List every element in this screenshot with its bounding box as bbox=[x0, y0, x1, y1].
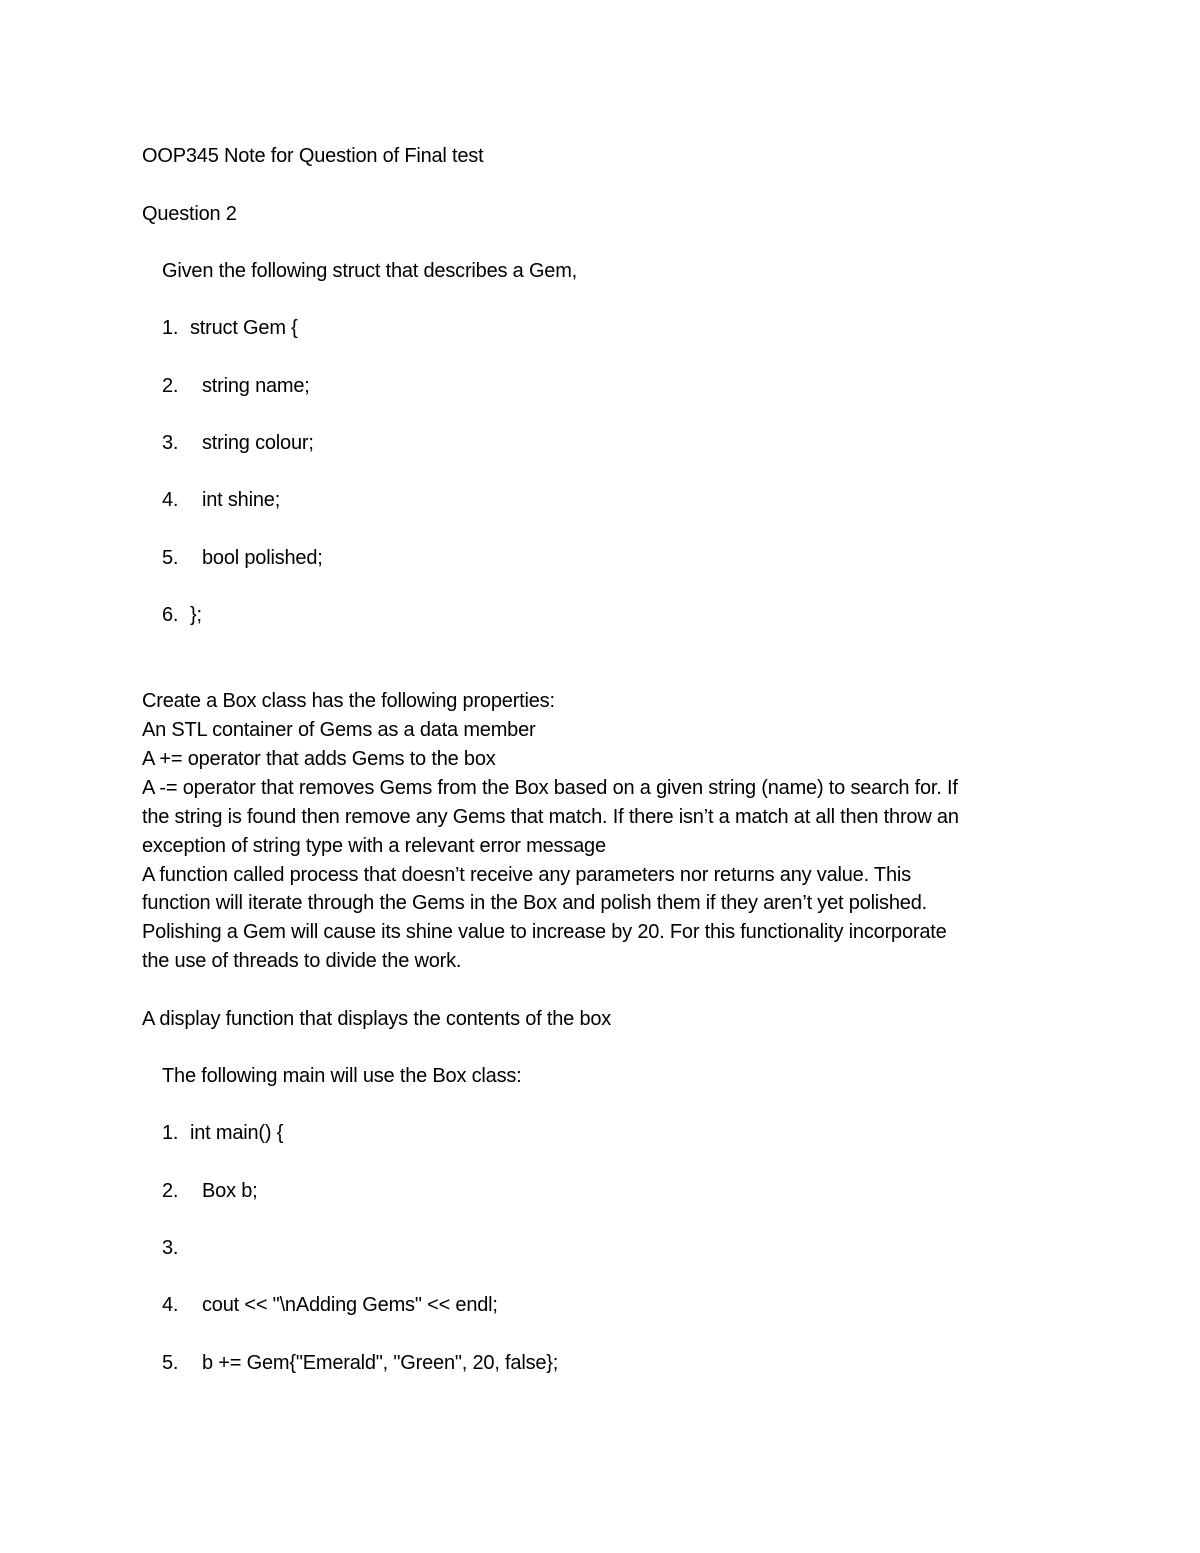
struct-code-line bbox=[162, 429, 314, 458]
main-intro-text: The following main will use the Box class: bbox=[162, 1065, 522, 1087]
main-code-line bbox=[162, 1119, 283, 1148]
main-code-line bbox=[162, 1349, 558, 1378]
code-text: b += Gem{"Emerald", "Green", 20, false}; bbox=[202, 1352, 559, 1374]
code-text: string name; bbox=[202, 375, 310, 397]
code-text: struct Gem { bbox=[190, 317, 298, 339]
requirement-line: A -= operator that removes Gems from the Box based on a given string (name) to search for. If bbox=[142, 777, 958, 799]
line-number: 2. bbox=[162, 1180, 179, 1202]
requirement-line: the use of threads to divide the work. bbox=[142, 950, 462, 972]
code-text: string colour; bbox=[202, 432, 314, 454]
intro-text: Given the following struct that describes a Gem, bbox=[162, 260, 578, 282]
display-requirement: A display function that displays the contents of the box bbox=[142, 1008, 612, 1030]
line-number: 4. bbox=[162, 1294, 179, 1316]
code-text: cout << "\nAdding Gems" << endl; bbox=[202, 1294, 498, 1316]
requirement-line: A function called process that doesn’t receive any parameters nor returns any value. This bbox=[142, 864, 911, 886]
struct-code-line bbox=[162, 486, 280, 515]
line-number: 1. bbox=[162, 317, 179, 339]
main-code-line bbox=[162, 1291, 498, 1320]
line-number: 3. bbox=[162, 1237, 179, 1259]
requirement-line: function will iterate through the Gems in the Box and polish them if they aren’t yet polished. bbox=[142, 892, 927, 914]
main-code-line bbox=[162, 1177, 258, 1206]
code-text: bool polished; bbox=[202, 547, 323, 569]
main-code-line bbox=[162, 1234, 202, 1263]
code-text: int shine; bbox=[202, 489, 281, 511]
line-number: 1. bbox=[162, 1122, 179, 1144]
requirement-line: exception of string type with a relevant error message bbox=[142, 835, 606, 857]
code-text: }; bbox=[190, 604, 202, 626]
requirement-line: An STL container of Gems as a data member bbox=[142, 719, 536, 741]
requirement-line: Create a Box class has the following properties: bbox=[142, 690, 555, 712]
code-text: Box b; bbox=[202, 1180, 258, 1202]
requirement-line: the string is found then remove any Gems that match. If there isn’t a match at all then throw an bbox=[142, 806, 959, 828]
question-heading: Question 2 bbox=[142, 203, 237, 225]
requirement-line: Polishing a Gem will cause its shine value to increase by 20. For this functionality incorporate bbox=[142, 921, 947, 943]
struct-code-line bbox=[162, 372, 310, 401]
line-number: 4. bbox=[162, 489, 179, 511]
requirement-line: A += operator that adds Gems to the box bbox=[142, 748, 496, 770]
struct-code-line bbox=[162, 601, 202, 630]
line-number: 5. bbox=[162, 547, 179, 569]
struct-code-line bbox=[162, 314, 298, 343]
code-text: int main() { bbox=[190, 1122, 284, 1144]
line-number: 5. bbox=[162, 1352, 179, 1374]
line-number: 2. bbox=[162, 375, 179, 397]
line-number: 3. bbox=[162, 432, 179, 454]
line-number: 6. bbox=[162, 604, 179, 626]
struct-code-line bbox=[162, 544, 323, 573]
document-title: OOP345 Note for Question of Final test bbox=[142, 145, 484, 167]
